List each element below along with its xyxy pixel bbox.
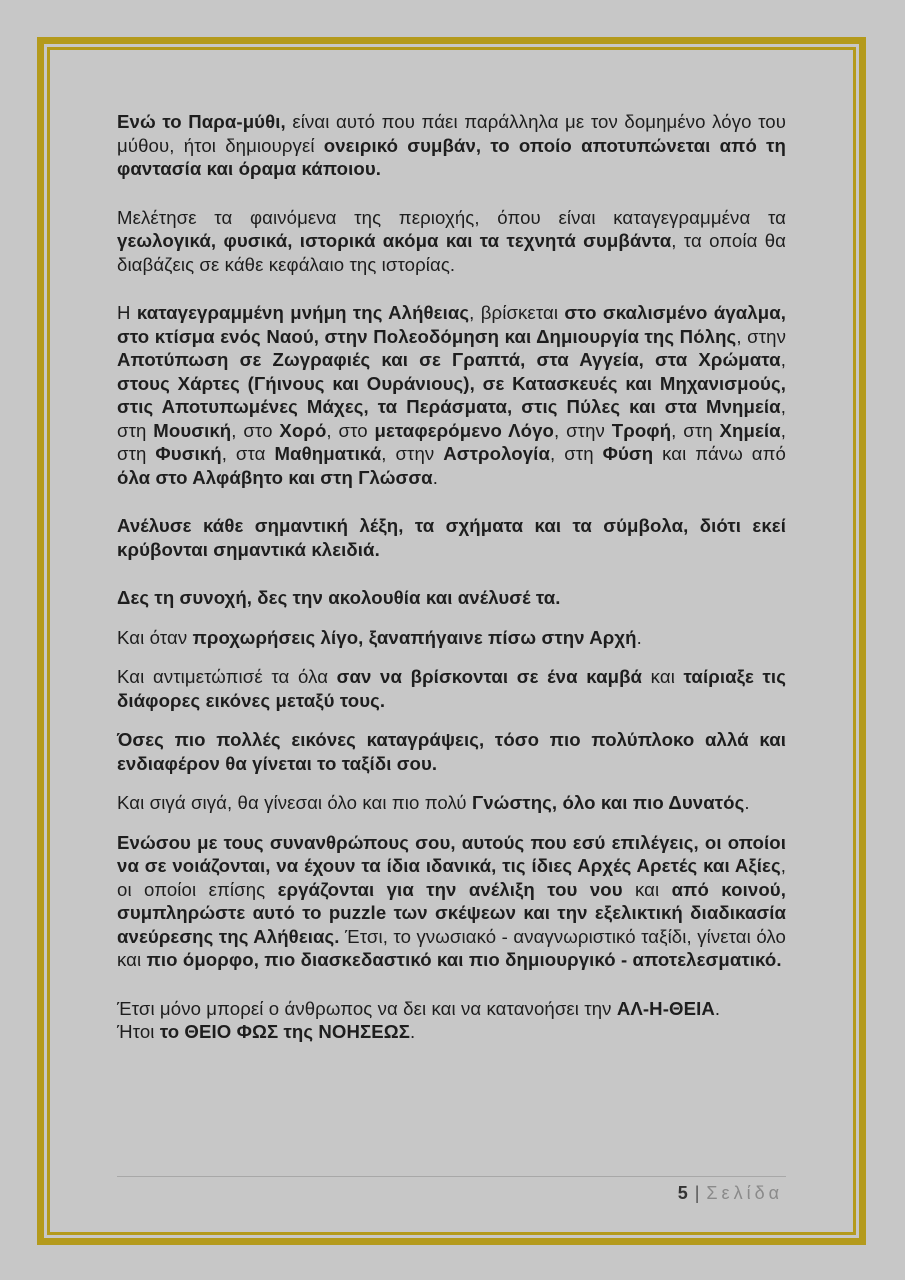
text-run: Μελέτησε τα φαινόμενα της περιοχής, όπου είναι καταγεγραμμένα τα	[117, 206, 786, 228]
text-run: , στη	[117, 419, 786, 464]
bold-text-run: Μουσική	[153, 419, 232, 441]
bold-text-run: Φυσική	[155, 443, 222, 464]
bold-text-run: Αστρολογία	[443, 443, 550, 464]
bold-text-run: Ανέλυσε κάθε σημαντική λέξη, τα σχήματα και τα σύμβολα, διότι εκεί κρύβονται σημαντικά κλειδιά.	[117, 515, 786, 560]
paragraph-10	[117, 831, 786, 972]
bold-text-run: από κοινού, συμπληρώστε αυτό το puzzle των σκέψεων και την εξελικτική διαδικασία ανεύρεσης της Αλήθειας.	[117, 878, 786, 947]
bold-text-run: πιο όμορφο, πιο διασκεδαστικό και πιο δημιουργικό - αποτελεσματικό.	[146, 949, 782, 970]
bold-text-run: Μαθηματικά	[274, 443, 382, 464]
text-run: Έτσι μόνο μπορεί ο άνθρωπος να δει και να κατανοήσει την	[117, 997, 617, 1019]
bold-text-run: Αποτύπωση σε Ζωγραφιές και σε Γραπτά, στα Αγγεία, στα Χρώματα	[117, 349, 781, 370]
text-run: είναι αυτό που πάει παράλληλα με τον δομημένο λόγο του μύθου, ήτοι δημιουργεί	[117, 111, 787, 156]
text-run: , στα	[221, 443, 275, 464]
bold-text-run: Χορό	[279, 419, 327, 441]
text-run: , στη	[117, 396, 786, 441]
text-run: , στην	[736, 325, 787, 347]
bold-text-run: ΑΛ-Η-ΘΕΙΑ	[616, 997, 715, 1019]
footer-divider	[117, 1176, 786, 1177]
paragraph-11	[117, 997, 786, 1021]
bold-text-run: στους Χάρτες (Γήινους και Ουράνιους), σε Κατασκευές και Μηχανισμούς, στις Αποτυπωμένες Μάχες, τα Περάσματα, στις Πύλες και στα Μνημεία	[117, 372, 786, 417]
text-run: , στο	[231, 419, 280, 441]
bold-text-run: ταίριαξε τις διάφορες εικόνες μεταξύ τους.	[117, 666, 786, 711]
page-number: 5	[677, 1183, 688, 1203]
bold-text-run: ονειρικό συμβάν, το οποίο αποτυπώνεται από τη φαντασία και όραμα κάποιου.	[117, 134, 786, 179]
page-body	[117, 110, 786, 1044]
text-run: .	[410, 1021, 416, 1042]
bold-text-run: όλα στο Αλφάβητο και στη Γλώσσα	[117, 466, 433, 488]
text-run: και	[642, 666, 684, 687]
text-run: .	[432, 466, 438, 488]
text-run: Και σιγά σιγά, θα γίνεσαι όλο και πιο πολύ	[117, 792, 472, 813]
footer-separator: |	[694, 1183, 700, 1203]
text-run: , στο	[326, 419, 375, 441]
text-run: , στην	[381, 443, 444, 464]
text-run: , τα οποία θα διαβάζεις σε κάθε κεφάλαιο της ιστορίας.	[117, 230, 787, 275]
text-run: .	[714, 997, 721, 1019]
bold-text-run: Ενώσου με τους συνανθρώπους σου, αυτούς που εσύ επιλέγεις, οι οποίοι να σε νοιάζονται, να έχουν τα ίδια ιδανικά, τις ίδιες Αρχές Αρετές και Αξίες	[117, 831, 786, 876]
text-run: , στην	[554, 419, 612, 441]
page-label: Σελίδα	[706, 1183, 783, 1203]
bold-text-run: Φύση	[602, 443, 654, 464]
text-run: .	[636, 626, 642, 648]
bold-text-run: προχωρήσεις λίγο, ξαναπήγαινε πίσω στην Αρχή	[192, 626, 637, 648]
paragraph-12	[117, 1020, 786, 1044]
bold-text-run: Ενώ το Παρα-μύθι,	[117, 111, 286, 132]
bold-text-run: γεωλογικά, φυσικά, ιστορικά ακόμα και τα τεχνητά συμβάντα	[117, 230, 672, 251]
page-footer	[678, 1181, 783, 1205]
paragraph-9	[117, 791, 786, 815]
text-run: , στη	[671, 419, 720, 441]
paragraph-5	[117, 586, 786, 610]
bold-text-run: καταγεγραμμένη μνήμη της Αλήθειας	[136, 302, 470, 323]
paragraph-6	[117, 626, 786, 650]
bold-text-run: Χημεία	[719, 419, 781, 441]
text-run: ,	[780, 349, 786, 370]
bold-text-run: Δες τη συνοχή, δες την ακολουθία και ανέλυσέ τα.	[117, 587, 561, 608]
bold-text-run: Γνώστης, όλο και πιο Δυνατός	[471, 792, 745, 813]
text-run: και πάνω από	[653, 443, 786, 464]
text-run: Και αντιμετώπισέ τα όλα	[117, 666, 337, 687]
paragraph-4	[117, 514, 786, 561]
paragraph-8	[117, 728, 786, 775]
paragraph-3	[117, 301, 786, 489]
bold-text-run: στο σκαλισμένο άγαλμα, στο κτίσμα ενός Ναού, στην Πολεοδόμηση και Δημιουργία της Πόλης	[117, 302, 786, 347]
text-run: .	[744, 792, 750, 813]
text-run: και	[622, 878, 672, 900]
bold-text-run: εργάζονται για την ανέλιξη του νου	[277, 878, 623, 900]
text-run: Η	[117, 302, 137, 323]
bold-text-run: το ΘΕΙΟ ΦΩΣ της ΝΟΗΣΕΩΣ	[159, 1021, 411, 1042]
paragraph-1	[117, 110, 786, 181]
bold-text-run: Τροφή	[611, 419, 672, 441]
text-run: Ήτοι	[117, 1021, 160, 1042]
paragraph-7	[117, 665, 786, 712]
text-run: , στη	[549, 443, 603, 464]
text-run: , οι οποίοι επίσης	[117, 855, 786, 900]
bold-text-run: σαν να βρίσκονται σε ένα καμβά	[336, 666, 643, 687]
text-run: Έτσι, το γνωσιακό - αναγνωριστικό ταξίδι, γίνεται όλο και	[117, 925, 786, 970]
bold-text-run: μεταφερόμενο Λόγο	[374, 419, 555, 441]
text-run: Και όταν	[117, 626, 193, 648]
text-run: , βρίσκεται	[469, 302, 565, 323]
paragraph-2	[117, 206, 786, 277]
bold-text-run: Όσες πιο πολλές εικόνες καταγράψεις, τόσο πιο πολύπλοκο αλλά και ενδιαφέρον θα γίνεται το ταξίδι σου.	[117, 729, 786, 774]
